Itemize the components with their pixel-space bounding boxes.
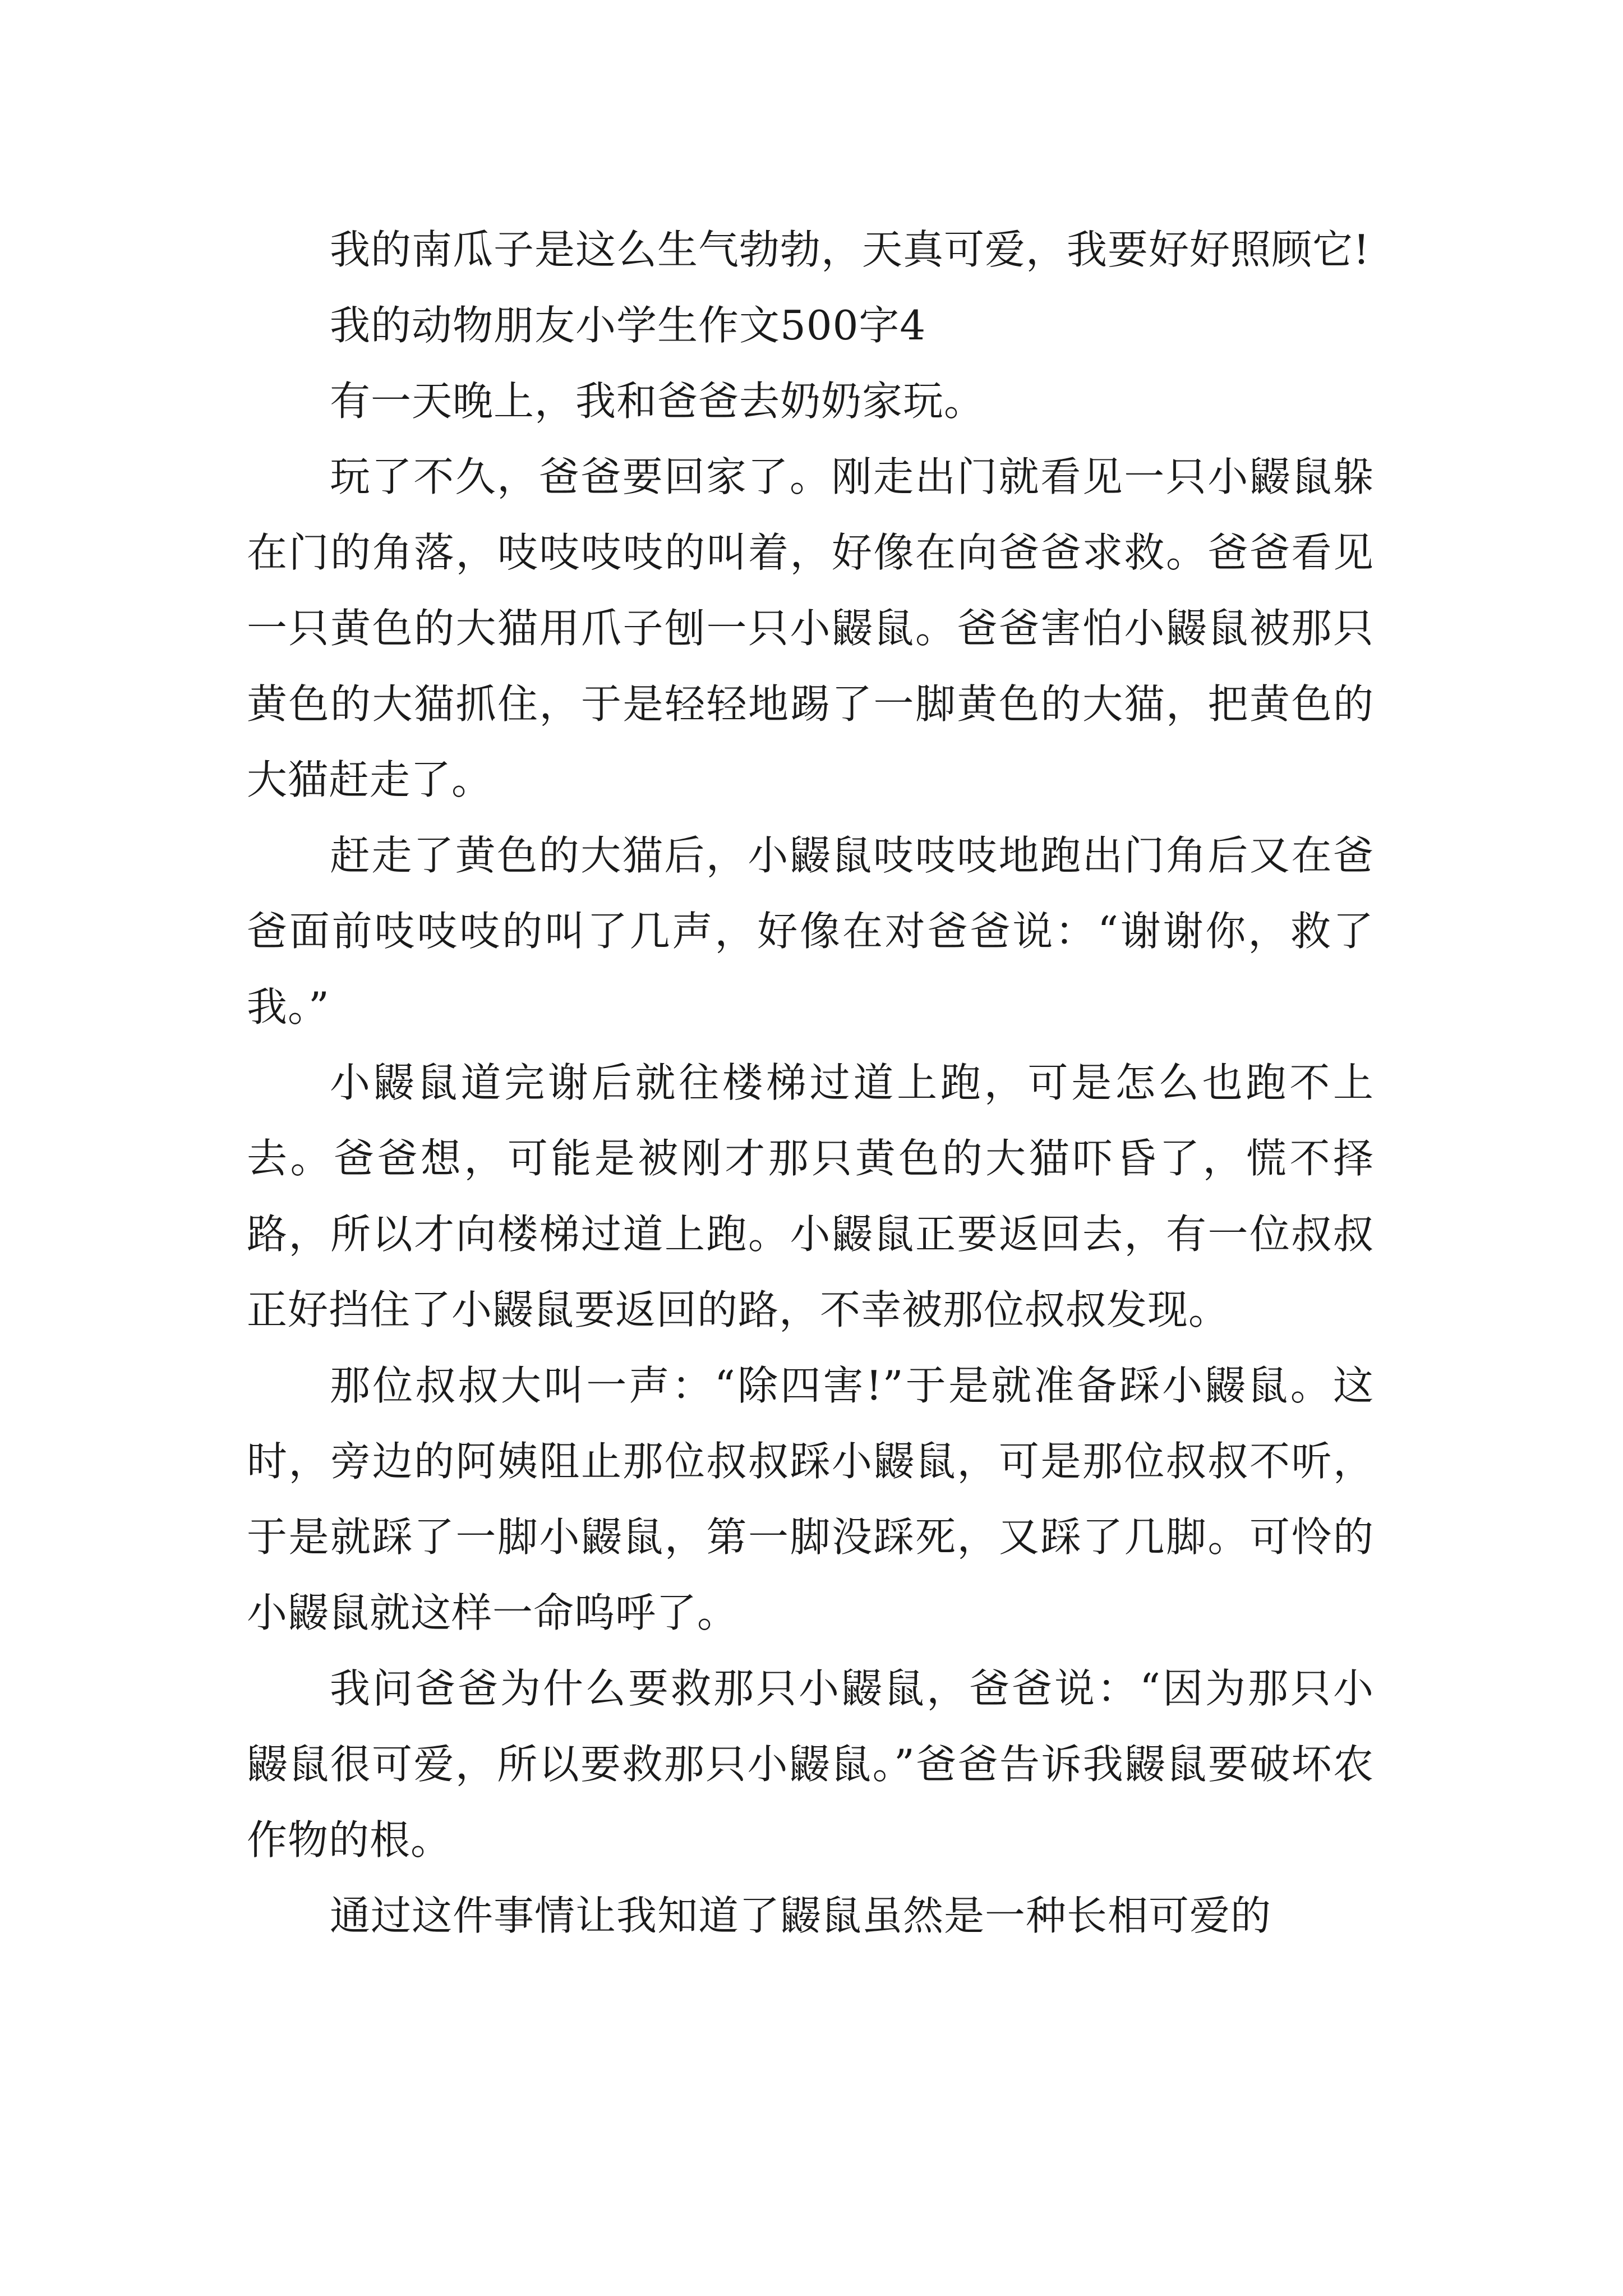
paragraph-5: 小鼹鼠道完谢后就往楼梯过道上跑，可是怎么也跑不上去。爸爸想，可能是被刚才那只黄色的大猫吓昏了，慌不择路，所以才向楼梯过道上跑。小鼹鼠正要返回去，有一位叔叔正好挡住了小鼹鼠要返回的路，不幸被那位叔叔发现。	[247, 1059, 1374, 1333]
paragraph-3: 玩了不久，爸爸要回家了。刚走出门就看见一只小鼹鼠躲在门的角落，吱吱吱吱的叫着，好像在向爸爸求救。爸爸看见一只黄色的大猫用爪子刨一只小鼹鼠。爸爸害怕小鼹鼠被那只黄色的大猫抓住，于是轻轻地踢了一脚黄色的大猫，把黄色的大猫赶走了。	[247, 453, 1374, 803]
paragraph-2: 有一天晚上，我和爸爸去奶奶家玩。	[330, 378, 985, 425]
document-body	[247, 212, 1374, 1954]
paragraph-4: 赶走了黄色的大猫后，小鼹鼠吱吱吱地跑出门角后又在爸爸面前吱吱吱的叫了几声，好像在对爸爸说：“谢谢你，救了我。”	[247, 832, 1374, 1030]
paragraph-1: 我的南瓜子是这么生气勃勃，天真可爱，我要好好照顾它!	[330, 226, 1370, 273]
paragraph-7: 我问爸爸为什么要救那只小鼹鼠，爸爸说：“因为那只小鼹鼠很可爱，所以要救那只小鼹鼠。”爸爸告诉我鼹鼠要破坏农作物的根。	[247, 1665, 1374, 1864]
section-heading: 我的动物朋友小学生作文500字4	[330, 302, 926, 349]
paragraph-6: 那位叔叔大叫一声：“除四害!”于是就准备踩小鼹鼠。这时，旁边的阿姨阻止那位叔叔踩小鼹鼠，可是那位叔叔不听，于是就踩了一脚小鼹鼠，第一脚没踩死，又踩了几脚。可怜的小鼹鼠就这样一命呜呼了。	[247, 1362, 1374, 1636]
paragraph-8: 通过这件事情让我知道了鼹鼠虽然是一种长相可爱的	[330, 1892, 1272, 1939]
